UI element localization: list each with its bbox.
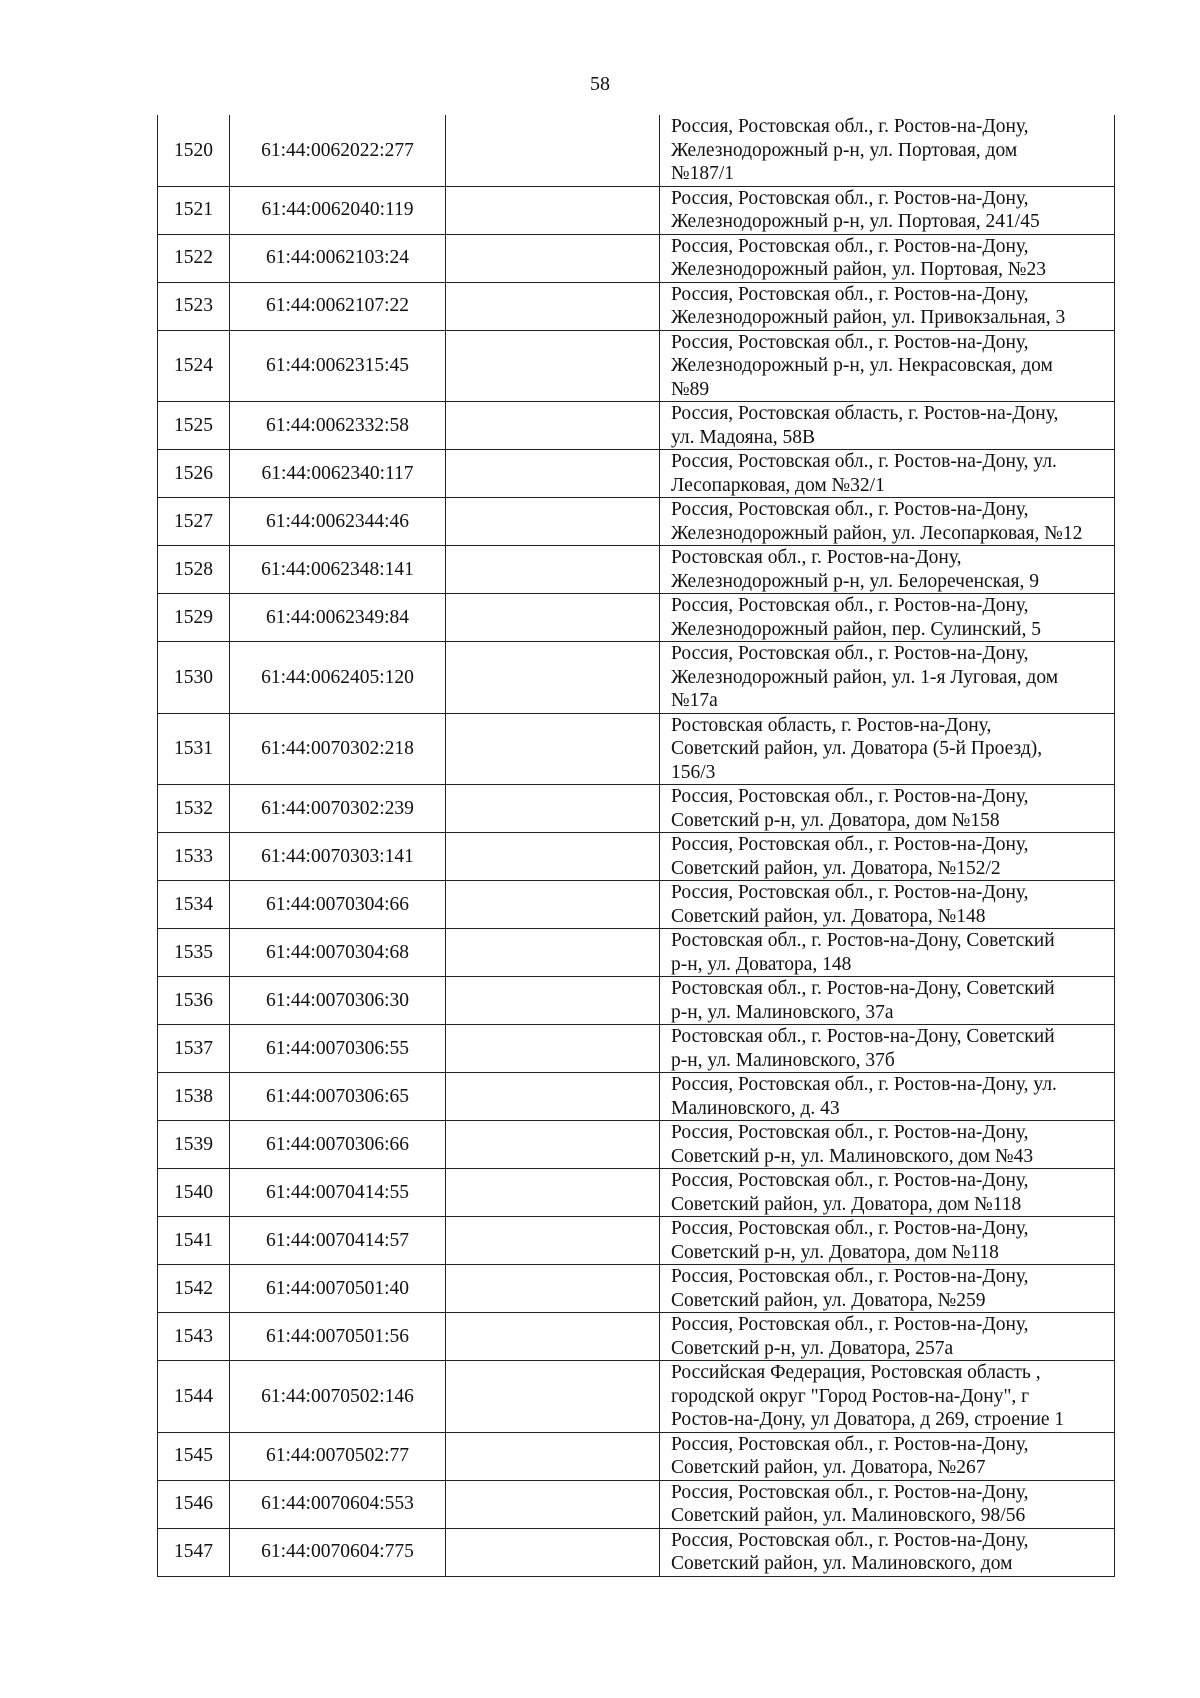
page-number: 58 xyxy=(590,73,610,95)
cadastral-number-cell: 61:44:0070414:55 xyxy=(230,1169,446,1217)
table-row xyxy=(158,546,1115,594)
address-text: Россия, Ростовская обл., г. Ростов-на-Дону, Железнодорожный район, ул. Лесопарковая, №12 xyxy=(671,499,1083,544)
table-row xyxy=(158,1313,1115,1361)
table-row xyxy=(158,833,1115,881)
address-cell xyxy=(660,594,1115,642)
cadastral-number-cell: 61:44:0070502:146 xyxy=(230,1361,446,1433)
address-text: Россия, Ростовская обл., г. Ростов-на-Дону, Железнодорожный район, ул. Привокзальная, 3 xyxy=(671,283,1066,328)
table-row xyxy=(158,1265,1115,1313)
row-number-cell: 1526 xyxy=(158,450,230,498)
address-text: Россия, Ростовская обл., г. Ростов-на-Дону, ул. Лесопарковая, дом №32/1 xyxy=(671,451,1057,496)
cadastral-number-cell: 61:44:0070302:239 xyxy=(230,785,446,833)
row-number-cell: 1525 xyxy=(158,402,230,450)
empty-cell xyxy=(446,642,660,714)
address-cell xyxy=(660,546,1115,594)
registry-table xyxy=(157,115,1115,1577)
cadastral-number-cell: 61:44:0070604:775 xyxy=(230,1528,446,1576)
empty-cell xyxy=(446,282,660,330)
cadastral-number-cell: 61:44:0062348:141 xyxy=(230,546,446,594)
table-row xyxy=(158,1361,1115,1433)
table-row xyxy=(158,1025,1115,1073)
address-cell xyxy=(660,785,1115,833)
address-cell xyxy=(660,450,1115,498)
cadastral-number-cell: 61:44:0070414:57 xyxy=(230,1217,446,1265)
address-cell xyxy=(660,881,1115,929)
empty-cell xyxy=(446,1217,660,1265)
address-text: Ростовская область, г. Ростов-на-Дону, Советский район, ул. Доватора (5-й Проезд), 156/3 xyxy=(671,714,1043,783)
empty-cell xyxy=(446,1313,660,1361)
cadastral-number-cell: 61:44:0070304:66 xyxy=(230,881,446,929)
table-row xyxy=(158,881,1115,929)
table-row xyxy=(158,330,1115,402)
address-cell xyxy=(660,1121,1115,1169)
table-row xyxy=(158,498,1115,546)
address-text: Ростовская обл., г. Ростов-на-Дону, Советский р-н, ул. Доватора, 148 xyxy=(671,930,1055,975)
address-cell xyxy=(660,833,1115,881)
empty-cell xyxy=(446,881,660,929)
address-text: Россия, Ростовская обл., г. Ростов-на-Дону, Советский район, ул. Доватора, №259 xyxy=(671,1266,1029,1311)
row-number-cell: 1529 xyxy=(158,594,230,642)
address-text: Россия, Ростовская обл., г. Ростов-на-Дону, Советский район, ул. Доватора, №148 xyxy=(671,882,1029,927)
table-row xyxy=(158,282,1115,330)
empty-cell xyxy=(446,1025,660,1073)
empty-cell xyxy=(446,546,660,594)
empty-cell xyxy=(446,833,660,881)
empty-cell xyxy=(446,186,660,234)
address-text: Россия, Ростовская обл., г. Ростов-на-Дону, Советский р-н, ул. Доватора, дом №118 xyxy=(671,1218,1029,1263)
empty-cell xyxy=(446,977,660,1025)
address-cell xyxy=(660,1025,1115,1073)
cadastral-number-cell: 61:44:0062349:84 xyxy=(230,594,446,642)
row-number-cell: 1524 xyxy=(158,330,230,402)
address-text: Россия, Ростовская обл., г. Ростов-на-Дону, Советский район, ул. Доватора, №152/2 xyxy=(671,834,1029,879)
address-text: Россия, Ростовская обл., г. Ростов-на-Дону, Советский р-н, ул. Малиновского, дом №43 xyxy=(671,1122,1034,1167)
address-text: Ростовская обл., г. Ростов-на-Дону, Советский р-н, ул. Малиновского, 37б xyxy=(671,1026,1055,1071)
address-text: Россия, Ростовская обл., г. Ростов-на-Дону, Железнодорожный район, ул. Портовая, №23 xyxy=(671,235,1047,280)
cadastral-number-cell: 61:44:0070306:66 xyxy=(230,1121,446,1169)
address-cell xyxy=(660,115,1115,186)
cadastral-number-cell: 61:44:0070501:40 xyxy=(230,1265,446,1313)
address-cell xyxy=(660,402,1115,450)
cadastral-number-cell: 61:44:0062107:22 xyxy=(230,282,446,330)
row-number-cell: 1536 xyxy=(158,977,230,1025)
address-text: Ростовская обл., г. Ростов-на-Дону, Советский р-н, ул. Малиновского, 37а xyxy=(671,978,1055,1023)
row-number-cell: 1534 xyxy=(158,881,230,929)
empty-cell xyxy=(446,498,660,546)
address-cell xyxy=(660,1361,1115,1433)
empty-cell xyxy=(446,785,660,833)
row-number-cell: 1540 xyxy=(158,1169,230,1217)
cadastral-number-cell: 61:44:0062344:46 xyxy=(230,498,446,546)
row-number-cell: 1522 xyxy=(158,234,230,282)
cadastral-number-cell: 61:44:0070306:55 xyxy=(230,1025,446,1073)
address-text: Россия, Ростовская обл., г. Ростов-на-Дону, Советский р-н, ул. Доватора, 257а xyxy=(671,1314,1029,1359)
address-text: Россия, Ростовская обл., г. Ростов-на-Дону, Железнодорожный район, ул. 1-я Луговая, дом №17а xyxy=(671,643,1059,711)
address-cell xyxy=(660,642,1115,714)
empty-cell xyxy=(446,1480,660,1528)
address-text: Россия, Ростовская обл., г. Ростов-на-Дону, Железнодорожный р-н, ул. Портовая, 241/45 xyxy=(671,187,1040,232)
cadastral-number-cell: 61:44:0070304:68 xyxy=(230,929,446,977)
row-number-cell: 1533 xyxy=(158,833,230,881)
row-number-cell: 1527 xyxy=(158,498,230,546)
table-row xyxy=(158,234,1115,282)
row-number-cell: 1521 xyxy=(158,186,230,234)
table-row xyxy=(158,1217,1115,1265)
empty-cell xyxy=(446,1073,660,1121)
address-cell xyxy=(660,1217,1115,1265)
row-number-cell: 1530 xyxy=(158,642,230,714)
row-number-cell: 1523 xyxy=(158,282,230,330)
cadastral-number-cell: 61:44:0070604:553 xyxy=(230,1480,446,1528)
cadastral-number-cell: 61:44:0062103:24 xyxy=(230,234,446,282)
empty-cell xyxy=(446,330,660,402)
row-number-cell: 1531 xyxy=(158,713,230,785)
table-row xyxy=(158,1528,1115,1576)
cadastral-number-cell: 61:44:0062315:45 xyxy=(230,330,446,402)
table-row xyxy=(158,785,1115,833)
address-cell xyxy=(660,186,1115,234)
cadastral-number-cell: 61:44:0070303:141 xyxy=(230,833,446,881)
row-number-cell: 1535 xyxy=(158,929,230,977)
address-text: Российская Федерация, Ростовская область , городской округ "Город Ростов-на-Дону", г Ростов-на-Дону, ул Доватора, д 269, строение 1 xyxy=(671,1362,1065,1430)
empty-cell xyxy=(446,1361,660,1433)
address-cell xyxy=(660,330,1115,402)
row-number-cell: 1545 xyxy=(158,1432,230,1480)
table-row xyxy=(158,115,1115,186)
row-number-cell: 1542 xyxy=(158,1265,230,1313)
table-row xyxy=(158,642,1115,714)
table-row xyxy=(158,929,1115,977)
row-number-cell: 1544 xyxy=(158,1361,230,1433)
empty-cell xyxy=(446,1265,660,1313)
table-row xyxy=(158,402,1115,450)
empty-cell xyxy=(446,1528,660,1576)
address-text: Россия, Ростовская обл., г. Ростов-на-Дону, Советский район, ул. Малиновского, 98/56 xyxy=(671,1481,1029,1526)
address-cell xyxy=(660,498,1115,546)
address-text: Россия, Ростовская обл., г. Ростов-на-Дону, Советский район, ул. Доватора, №267 xyxy=(671,1433,1029,1478)
address-cell xyxy=(660,1480,1115,1528)
row-number-cell: 1543 xyxy=(158,1313,230,1361)
address-text: Ростовская обл., г. Ростов-на-Дону, Железнодорожный р-н, ул. Белореченская, 9 xyxy=(671,547,1040,592)
address-text: Россия, Ростовская обл., г. Ростов-на-Дону, Железнодорожный район, пер. Сулинский, 5 xyxy=(671,595,1041,640)
address-cell xyxy=(660,282,1115,330)
empty-cell xyxy=(446,1432,660,1480)
address-text: Россия, Ростовская обл., г. Ростов-на-Дону, Железнодорожный р-н, ул. Портовая, дом №187/1 xyxy=(671,116,1029,184)
row-number-cell: 1539 xyxy=(158,1121,230,1169)
cadastral-number-cell: 61:44:0062405:120 xyxy=(230,642,446,714)
cadastral-number-cell: 61:44:0062332:58 xyxy=(230,402,446,450)
row-number-cell: 1520 xyxy=(158,115,230,186)
address-text: Россия, Ростовская область, г. Ростов-на-Дону, ул. Мадояна, 58В xyxy=(671,403,1059,448)
table-row xyxy=(158,713,1115,785)
row-number-cell: 1538 xyxy=(158,1073,230,1121)
empty-cell xyxy=(446,115,660,186)
empty-cell xyxy=(446,713,660,785)
address-text: Россия, Ростовская обл., г. Ростов-на-Дону, Советский район, ул. Доватора, дом №118 xyxy=(671,1170,1029,1215)
cadastral-number-cell: 61:44:0070502:77 xyxy=(230,1432,446,1480)
empty-cell xyxy=(446,450,660,498)
address-cell xyxy=(660,1432,1115,1480)
address-cell xyxy=(660,234,1115,282)
cadastral-number-cell: 61:44:0062040:119 xyxy=(230,186,446,234)
registry-table-body xyxy=(158,115,1115,1576)
empty-cell xyxy=(446,929,660,977)
address-cell xyxy=(660,1265,1115,1313)
cadastral-number-cell: 61:44:0070306:30 xyxy=(230,977,446,1025)
address-text: Россия, Ростовская обл., г. Ростов-на-Дону, Железнодорожный р-н, ул. Некрасовская, дом №89 xyxy=(671,331,1053,400)
table-row xyxy=(158,1169,1115,1217)
cadastral-number-cell: 61:44:0070501:56 xyxy=(230,1313,446,1361)
address-cell xyxy=(660,1073,1115,1121)
empty-cell xyxy=(446,1121,660,1169)
row-number-cell: 1546 xyxy=(158,1480,230,1528)
table-row xyxy=(158,977,1115,1025)
row-number-cell: 1541 xyxy=(158,1217,230,1265)
table-row xyxy=(158,450,1115,498)
row-number-cell: 1537 xyxy=(158,1025,230,1073)
cadastral-number-cell: 61:44:0062022:277 xyxy=(230,115,446,186)
empty-cell xyxy=(446,594,660,642)
address-text: Россия, Ростовская обл., г. Ростов-на-Дону, Советский район, ул. Малиновского, дом xyxy=(671,1529,1029,1574)
address-cell xyxy=(660,1313,1115,1361)
table-row xyxy=(158,1432,1115,1480)
address-text: Россия, Ростовская обл., г. Ростов-на-Дону, ул. Малиновского, д. 43 xyxy=(671,1074,1057,1119)
empty-cell xyxy=(446,1169,660,1217)
table-row xyxy=(158,186,1115,234)
row-number-cell: 1528 xyxy=(158,546,230,594)
cadastral-number-cell: 61:44:0062340:117 xyxy=(230,450,446,498)
address-cell xyxy=(660,1169,1115,1217)
row-number-cell: 1547 xyxy=(158,1528,230,1576)
cadastral-number-cell: 61:44:0070302:218 xyxy=(230,713,446,785)
empty-cell xyxy=(446,402,660,450)
table-row xyxy=(158,594,1115,642)
address-text: Россия, Ростовская обл., г. Ростов-на-Дону, Советский р-н, ул. Доватора, дом №158 xyxy=(671,786,1029,831)
cadastral-number-cell: 61:44:0070306:65 xyxy=(230,1073,446,1121)
table-row xyxy=(158,1121,1115,1169)
row-number-cell: 1532 xyxy=(158,785,230,833)
table-row xyxy=(158,1073,1115,1121)
address-cell xyxy=(660,929,1115,977)
address-cell xyxy=(660,977,1115,1025)
table-row xyxy=(158,1480,1115,1528)
address-cell xyxy=(660,1528,1115,1576)
address-cell xyxy=(660,713,1115,785)
empty-cell xyxy=(446,234,660,282)
